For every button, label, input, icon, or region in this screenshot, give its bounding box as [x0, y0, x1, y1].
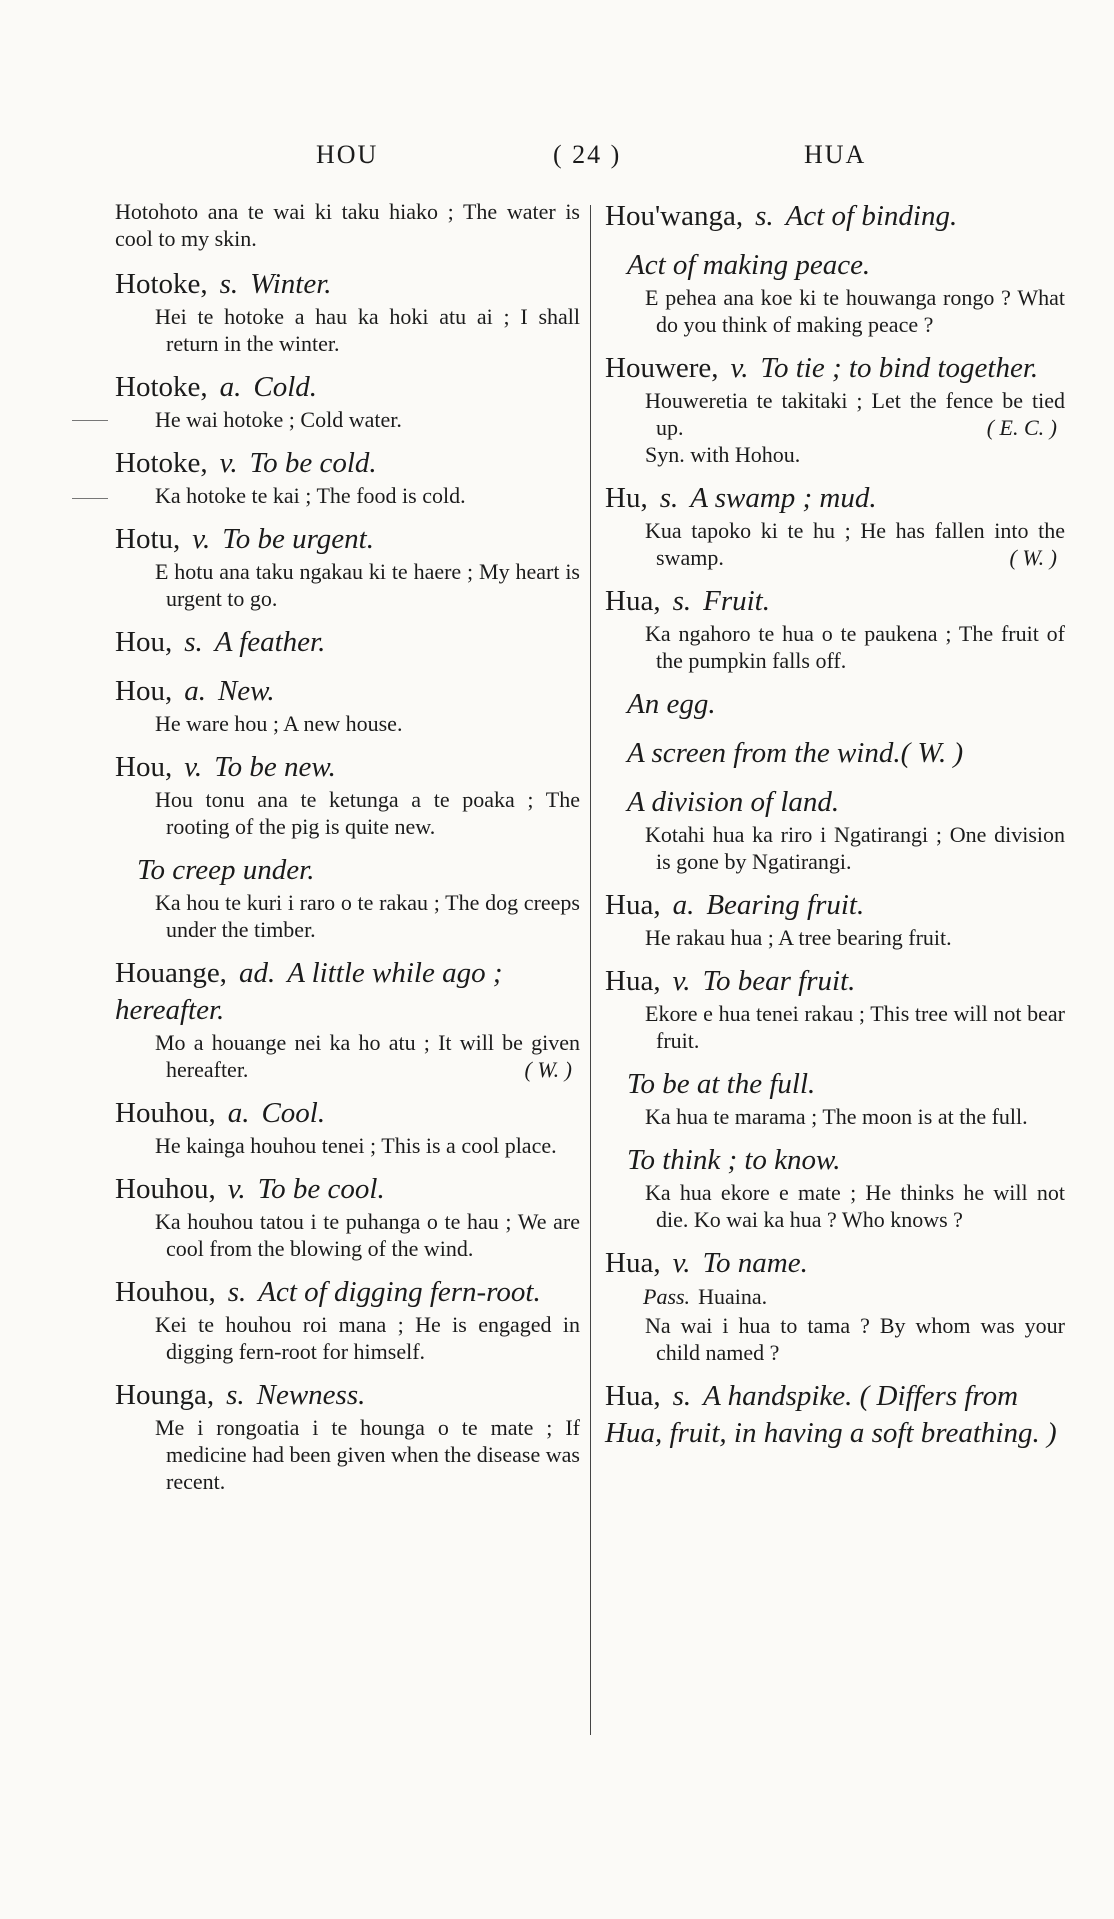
dictionary-entry: [605, 887, 1065, 951]
headword-line: [115, 955, 580, 1029]
example-text: [126, 1311, 580, 1365]
example-text: [126, 1208, 580, 1262]
dictionary-entry: [605, 1245, 1065, 1366]
example-text: [616, 284, 1065, 338]
headword: Hotu,: [115, 523, 181, 555]
part-of-speech: a.: [672, 889, 695, 921]
example-text: [616, 924, 1065, 951]
example-sentence: Kei te houhou roi mana ; He is engaged in digging fern-root for himself.: [155, 1312, 580, 1364]
example-sentence: Ka houhou tatou i te puhanga o te hau ; We are cool from the blowing of the wind.: [155, 1209, 580, 1261]
headword: Houhou,: [115, 1276, 216, 1308]
part-of-speech: s.: [219, 268, 239, 300]
part-of-speech: v.: [184, 751, 203, 783]
definition: To bear fruit.: [702, 965, 856, 997]
additional-sense: [605, 247, 1065, 284]
dictionary-entry: [605, 1066, 1065, 1130]
dictionary-entry: [115, 445, 580, 509]
example-sentence: He ware hou ; A new house.: [155, 711, 403, 736]
example-sentence: Ka hotoke te kai ; The food is cold.: [155, 483, 466, 508]
headword-line: [605, 963, 1065, 1000]
sense-definition: To be at the full.: [627, 1068, 816, 1100]
example-text: [126, 1414, 580, 1495]
headword: Hu,: [605, 482, 648, 514]
definition: Act of binding.: [785, 200, 958, 232]
part-of-speech: v.: [672, 965, 691, 997]
headword: Houhou,: [115, 1173, 216, 1205]
example-sentence: Ka hua te marama ; The moon is at the full.: [645, 1104, 1028, 1129]
example-text: [616, 1179, 1065, 1233]
example-sentence: Ka hua ekore e mate ; He thinks he will not die. Ko wai ka hua ? Who knows ?: [645, 1180, 1065, 1232]
part-of-speech: a.: [227, 1097, 250, 1129]
sense-definition: A division of land.: [627, 786, 840, 818]
part-of-speech: a.: [219, 371, 242, 403]
margin-mark: [72, 420, 108, 421]
dictionary-entry: [115, 1171, 580, 1262]
sense-definition: To creep under.: [137, 854, 315, 886]
example-text: [616, 620, 1065, 674]
headword: Hotoke,: [115, 371, 208, 403]
part-of-speech: s.: [226, 1379, 245, 1411]
definition: Cool.: [261, 1097, 326, 1129]
headword: Hua,: [605, 1380, 661, 1412]
header-left-guide-word: HOU: [316, 140, 379, 169]
part-of-speech: v.: [219, 447, 238, 479]
definition: To be urgent.: [222, 523, 374, 555]
headword: Houhou,: [115, 1097, 216, 1129]
example-text: [616, 441, 1065, 468]
definition: To name.: [702, 1247, 808, 1279]
example-sentence: Ka hou te kuri i raro o te rakau ; The dog creeps under the timber.: [155, 890, 580, 942]
example-text: [126, 406, 580, 433]
headword-line: [115, 521, 580, 558]
example-sentence: Houweretia te takitaki ; Let the fence be tied up.: [645, 388, 1065, 440]
example-text: [616, 1000, 1065, 1054]
example-sentence: He rakau hua ; A tree bearing fruit.: [645, 925, 952, 950]
definition: To tie ; to bind together.: [760, 352, 1039, 384]
dictionary-entry: [115, 1377, 580, 1495]
dictionary-entry: [605, 583, 1065, 674]
headword-line: [605, 480, 1065, 517]
dictionary-entry: [115, 749, 580, 840]
definition: To be cool.: [257, 1173, 385, 1205]
dictionary-entry: [115, 1095, 580, 1159]
example-sentence: Kua tapoko ki te hu ; He has fallen into the swamp.: [645, 518, 1065, 570]
headword-line: [115, 1095, 580, 1132]
dictionary-entry: [605, 735, 1065, 772]
definition: A swamp ; mud.: [690, 482, 877, 514]
example-text: [616, 1103, 1065, 1130]
example-sentence: Na wai i hua to tama ? By whom was your child named ?: [645, 1313, 1065, 1365]
headword-line: [605, 887, 1065, 924]
example-text: [126, 303, 580, 357]
dictionary-entry: [605, 1378, 1065, 1452]
sense-definition: A screen from the wind.: [627, 737, 901, 769]
headword: Hou,: [115, 626, 173, 658]
headword-line: [115, 673, 580, 710]
example-text: [126, 710, 580, 737]
definition: Cold.: [253, 371, 318, 403]
source-citation: ( W. ): [524, 1057, 572, 1082]
part-of-speech: a.: [184, 675, 206, 707]
headword-line: [115, 445, 580, 482]
header-right-guide-word: HUA: [804, 140, 867, 169]
headword: Hotoke,: [115, 268, 208, 300]
headword: Hotoke,: [115, 447, 208, 479]
dictionary-entry: [115, 1274, 580, 1365]
example-sentence: He kainga houhou tenei ; This is a cool place.: [155, 1133, 557, 1158]
passive-form: [605, 1282, 1065, 1312]
sense-definition: Act of making peace.: [627, 249, 871, 281]
dictionary-entry: [115, 521, 580, 612]
headword-line: [115, 266, 580, 303]
source-citation: ( W. ): [900, 737, 964, 769]
additional-sense: [605, 735, 1065, 772]
dictionary-entry: [605, 350, 1065, 468]
headword: Hua,: [605, 889, 661, 921]
dictionary-entry: [605, 480, 1065, 571]
headword-line: [115, 749, 580, 786]
dictionary-entry: [605, 686, 1065, 723]
headword-line: [115, 1274, 580, 1311]
example-text: [126, 482, 580, 509]
dictionary-entry: [115, 673, 580, 737]
definition: To be new.: [214, 751, 336, 783]
page-number: ( 24 ): [553, 140, 622, 169]
left-column: [115, 198, 580, 1507]
headword: Hou,: [115, 751, 173, 783]
column-divider: [590, 205, 591, 1735]
continued-example: [115, 198, 580, 252]
additional-sense: [605, 686, 1065, 723]
part-of-speech: s.: [672, 585, 692, 617]
headword-line: [605, 583, 1065, 620]
headword: Hou'wanga,: [605, 200, 744, 232]
example-text: [616, 1312, 1065, 1366]
definition: Newness.: [256, 1379, 366, 1411]
headword-line: [115, 624, 580, 661]
dictionary-entry: [115, 369, 580, 433]
definition: Winter.: [250, 268, 332, 300]
margin-mark: [72, 498, 108, 499]
definition: Act of digging fern-root.: [258, 1276, 541, 1308]
example-sentence: Ka ngahoro te hua o te paukena ; The fruit of the pumpkin falls off.: [645, 621, 1065, 673]
dictionary-entry: [605, 784, 1065, 875]
definition: New.: [217, 675, 275, 707]
part-of-speech: v.: [227, 1173, 246, 1205]
example-sentence: Hou tonu ana te ketunga a te poaka ; The rooting of the pig is quite new.: [155, 787, 580, 839]
headword-line: [605, 350, 1065, 387]
dictionary-entry: [115, 955, 580, 1083]
example-text: [126, 1029, 580, 1083]
headword: Hua,: [605, 585, 661, 617]
headword: Houwere,: [605, 352, 719, 384]
example-text: [616, 387, 1065, 441]
definition: A feather.: [214, 626, 326, 658]
passive-value: Huaina.: [698, 1284, 768, 1309]
additional-sense: [605, 1066, 1065, 1103]
dictionary-entry: [115, 852, 580, 943]
definition: To be cold.: [249, 447, 377, 479]
source-citation: ( W. ): [1009, 545, 1057, 570]
part-of-speech: s.: [227, 1276, 247, 1308]
example-sentence: He wai hotoke ; Cold water.: [155, 407, 402, 432]
example-sentence: Hei te hotoke a hau ka hoki atu ai ; I shall return in the winter.: [155, 304, 580, 356]
additional-sense: [605, 784, 1065, 821]
dictionary-entry: [605, 1142, 1065, 1233]
example-text: [126, 889, 580, 943]
part-of-speech: s.: [755, 200, 774, 232]
example-sentence: Mo a houange nei ka ho atu ; It will be given hereafter.: [155, 1030, 580, 1082]
additional-sense: [115, 852, 580, 889]
headword: Hou,: [115, 675, 173, 707]
example-sentence: Me i rongoatia i te hounga o te mate ; If medicine had been given when the disease was recent.: [155, 1415, 580, 1494]
sense-definition: An egg.: [627, 688, 716, 720]
definition: Bearing fruit.: [706, 889, 865, 921]
part-of-speech: v.: [672, 1247, 691, 1279]
example-text: [126, 786, 580, 840]
example-sentence: E pehea ana koe ki te houwanga rongo ? What do you think of making peace ?: [645, 285, 1065, 337]
example-sentence: Syn. with Hohou.: [645, 442, 801, 467]
headword: Houange,: [115, 957, 227, 989]
passive-label: Pass.: [643, 1284, 691, 1309]
dictionary-entry: [115, 266, 580, 357]
headword-line: [115, 1377, 580, 1414]
right-column: [605, 198, 1065, 1464]
part-of-speech: ad.: [238, 957, 276, 989]
example-text: Hotohoto ana te wai ki taku hiako ; The water is cool to my skin.: [115, 199, 580, 251]
headword: Hua,: [605, 1247, 661, 1279]
example-sentence: E hotu ana taku ngakau ki te haere ; My heart is urgent to go.: [155, 559, 580, 611]
example-text: [126, 1132, 580, 1159]
definition: Fruit.: [703, 585, 770, 617]
definition: A little while ago ; hereafter.: [115, 957, 503, 1026]
part-of-speech: s.: [659, 482, 679, 514]
example-sentence: Ekore e hua tenei rakau ; This tree will not bear fruit.: [645, 1001, 1065, 1053]
example-sentence: Kotahi hua ka riro i Ngatirangi ; One division is gone by Ngatirangi.: [645, 822, 1065, 874]
example-text: [126, 558, 580, 612]
headword: Hounga,: [115, 1379, 215, 1411]
part-of-speech: v.: [192, 523, 211, 555]
sense-definition: To think ; to know.: [627, 1144, 841, 1176]
headword-line: [115, 369, 580, 406]
headword-line: [605, 1245, 1065, 1282]
headword: Hua,: [605, 965, 661, 997]
example-text: [616, 821, 1065, 875]
example-text: [616, 517, 1065, 571]
source-citation: ( E. C. ): [986, 415, 1057, 440]
dictionary-entry: [115, 624, 580, 661]
definition: A handspike. ( Differs from Hua, fruit, in having a soft breathing. ): [605, 1380, 1057, 1449]
headword-line: [605, 1378, 1065, 1452]
dictionary-entry: [605, 198, 1065, 235]
dictionary-entry: [605, 247, 1065, 338]
headword-line: [115, 1171, 580, 1208]
part-of-speech: s.: [672, 1380, 692, 1412]
additional-sense: [605, 1142, 1065, 1179]
running-header: [0, 140, 1114, 174]
part-of-speech: s.: [184, 626, 203, 658]
dictionary-entry: [605, 963, 1065, 1054]
part-of-speech: v.: [730, 352, 749, 384]
headword-line: [605, 198, 1065, 235]
